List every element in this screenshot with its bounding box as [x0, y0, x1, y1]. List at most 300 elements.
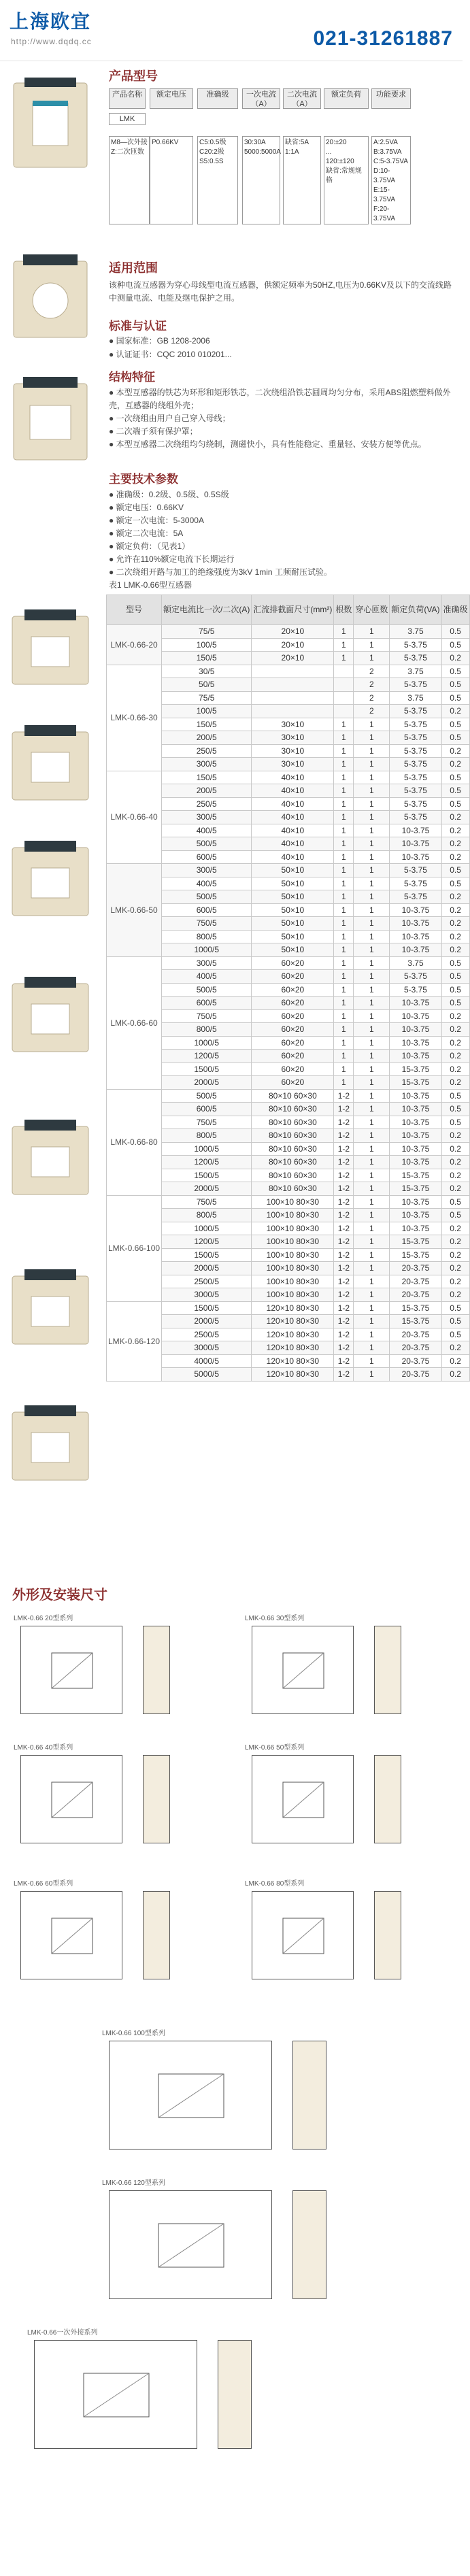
product-image — [5, 252, 95, 340]
table-cell: 1 — [334, 943, 354, 957]
table-cell: 1 — [354, 1315, 390, 1328]
table-cell: 3.75 — [390, 956, 441, 970]
table-cell: 15-3.75 — [390, 1063, 441, 1076]
table-cell: 1200/5 — [162, 1235, 252, 1249]
table-cell: 1-2 — [334, 1235, 354, 1249]
table-cell: 3.75 — [390, 625, 441, 639]
phone-number[interactable]: 021-31261887 — [313, 27, 453, 50]
table-cell: 2000/5 — [162, 1182, 252, 1196]
table-cell: 1 — [334, 983, 354, 997]
table-cell: 60×20 — [252, 1063, 334, 1076]
table-cell: 5-3.75 — [390, 864, 441, 877]
table-cell: 0.2 — [441, 1275, 469, 1288]
table-cell: 1-2 — [334, 1301, 354, 1315]
model-cell: LMK-0.66-30 — [107, 665, 162, 771]
model-cell: LMK-0.66-120 — [107, 1301, 162, 1381]
table-cell: 1 — [334, 956, 354, 970]
table-cell: 20-3.75 — [390, 1354, 441, 1368]
table-cell: 15-3.75 — [390, 1301, 441, 1315]
table-cell: 5-3.75 — [390, 811, 441, 824]
table-cell: 1 — [334, 625, 354, 639]
code-label: 产品名称 — [109, 88, 146, 109]
product-image — [5, 721, 95, 809]
table-cell: 1 — [354, 970, 390, 984]
model-section — [0, 63, 463, 239]
front-drawing — [252, 1626, 354, 1714]
table-cell: 1 — [354, 731, 390, 745]
front-drawing — [109, 2041, 272, 2150]
table-cell: 1 — [354, 1116, 390, 1129]
scope-section — [0, 252, 463, 347]
table-cell: 1-2 — [334, 1103, 354, 1116]
table-cell: 800/5 — [162, 1209, 252, 1222]
table-cell: 60×20 — [252, 1023, 334, 1037]
front-drawing — [20, 1755, 122, 1843]
table-cell: 1 — [354, 718, 390, 731]
table-cell: 1 — [354, 1288, 390, 1302]
code-value: 缺省:5A 1:1A — [283, 136, 321, 224]
table-cell: 0.2 — [441, 1169, 469, 1182]
table-cell: 1 — [354, 1036, 390, 1050]
table-cell: 0.5 — [441, 797, 469, 811]
table-cell: 300/5 — [162, 956, 252, 970]
table-cell: 100×10 80×30 — [252, 1288, 334, 1302]
standard-title: 标准与认证 — [109, 320, 167, 333]
table-cell: 1 — [334, 718, 354, 731]
table-cell — [334, 705, 354, 718]
table-header: 穿心匝数 — [354, 595, 390, 625]
table-cell: 60×20 — [252, 1050, 334, 1063]
table-header: 型号 — [107, 595, 162, 625]
tech-item: ● 额定电压：0.66KV — [109, 503, 184, 512]
table-cell — [252, 665, 334, 678]
product-image — [5, 1265, 95, 1354]
table-cell: 1 — [334, 1023, 354, 1037]
table-cell: 600/5 — [162, 903, 252, 917]
table-cell: 1500/5 — [162, 1063, 252, 1076]
table-cell: 20-3.75 — [390, 1341, 441, 1355]
table-cell: 120×10 80×30 — [252, 1354, 334, 1368]
table-cell: 1 — [354, 1089, 390, 1103]
table-cell — [252, 705, 334, 718]
table-cell: 10-3.75 — [390, 824, 441, 837]
table-cell: 1 — [354, 1262, 390, 1275]
table-row — [107, 956, 470, 970]
table-cell: 600/5 — [162, 997, 252, 1010]
table-cell: 10-3.75 — [390, 903, 441, 917]
table-cell: 120×10 80×30 — [252, 1341, 334, 1355]
product-image — [5, 837, 95, 925]
table-cell: 1 — [354, 997, 390, 1010]
table-cell — [334, 691, 354, 705]
dims-label: LMK-0.66 120型系列 — [102, 2179, 165, 2187]
table-cell: 0.5 — [441, 1103, 469, 1116]
side-drawing — [218, 2340, 252, 2449]
table-cell: 0.2 — [441, 1050, 469, 1063]
table-cell: 1 — [354, 1009, 390, 1023]
table-cell: 2500/5 — [162, 1275, 252, 1288]
table-cell: 1 — [354, 1328, 390, 1341]
code-value: 30:30A 5000:5000A — [242, 136, 280, 224]
table-cell: 1 — [334, 970, 354, 984]
table-cell: 500/5 — [162, 837, 252, 851]
site-url[interactable]: http://www.dqdq.cc — [11, 37, 92, 46]
table-cell: 2000/5 — [162, 1315, 252, 1328]
table-cell: 5-3.75 — [390, 771, 441, 784]
dims-label: LMK-0.66 40型系列 — [14, 1744, 73, 1752]
scope-text: 该种电流互感器为穿心母线型电流互感器，供额定频率为50HZ,电压为0.66KV及以下的交流线路中测量电流、电能及继电保护之用。 — [109, 280, 452, 303]
table-cell: 1 — [354, 1301, 390, 1315]
table-cell: 80×10 60×30 — [252, 1182, 334, 1196]
table-cell: 1 — [354, 1156, 390, 1169]
table-cell: 50/5 — [162, 678, 252, 692]
table-cell: 10-3.75 — [390, 850, 441, 864]
code-prefix: LMK — [109, 113, 146, 125]
table-cell: 40×10 — [252, 771, 334, 784]
table-cell: 1 — [354, 744, 390, 758]
table-cell: 0.2 — [441, 1129, 469, 1143]
table-cell: 60×20 — [252, 956, 334, 970]
table-cell: 1 — [354, 1050, 390, 1063]
structure-item: ● 本型互感器二次绕组均匀绕制，测磁快小，具有性能稳定、重量轻、安装方便等优点。 — [109, 439, 426, 449]
table-cell: 1 — [334, 890, 354, 904]
table-cell: 100×10 80×30 — [252, 1248, 334, 1262]
table-cell: 1200/5 — [162, 1156, 252, 1169]
table-cell: 3000/5 — [162, 1341, 252, 1355]
product-image — [5, 1116, 95, 1204]
table-cell: 100×10 80×30 — [252, 1222, 334, 1235]
table-cell: 1 — [354, 1222, 390, 1235]
table-cell: 0.2 — [441, 850, 469, 864]
table-cell: 1-2 — [334, 1089, 354, 1103]
front-drawing — [34, 2340, 197, 2449]
table-cell: 1 — [354, 1235, 390, 1249]
table-cell: 75/5 — [162, 625, 252, 639]
side-drawing — [374, 1626, 401, 1714]
table-cell: 1 — [354, 1341, 390, 1355]
table-cell: 600/5 — [162, 850, 252, 864]
dims-label: LMK-0.66 60型系列 — [14, 1880, 73, 1888]
table-cell: 1000/5 — [162, 1142, 252, 1156]
table-cell: 1 — [354, 1142, 390, 1156]
table-cell: 1 — [334, 1009, 354, 1023]
table-cell: 80×10 60×30 — [252, 1129, 334, 1143]
standard-item: ● 国家标准：GB 1208-2006 — [109, 336, 210, 346]
table-cell: 400/5 — [162, 877, 252, 890]
table-cell: 0.5 — [441, 1195, 469, 1209]
dims-title: 外形及安装尺寸 — [12, 1586, 107, 1603]
side-drawing — [292, 2190, 326, 2299]
table-cell: 10-3.75 — [390, 1103, 441, 1116]
code-label: 功能要求 — [371, 88, 411, 109]
table-cell: 0.2 — [441, 903, 469, 917]
table-cell: 1000/5 — [162, 1222, 252, 1235]
structure-section — [0, 367, 463, 463]
scope-title: 适用范围 — [109, 261, 158, 275]
side-drawing — [374, 1755, 401, 1843]
table-cell: 0.2 — [441, 1341, 469, 1355]
table-cell: 1 — [334, 850, 354, 864]
table-cell: 0.2 — [441, 1222, 469, 1235]
table-cell: 1 — [334, 917, 354, 931]
table-cell: 30/5 — [162, 665, 252, 678]
model-title: 产品型号 — [109, 69, 158, 84]
dims-label: LMK-0.66 80型系列 — [245, 1880, 305, 1888]
structure-title: 结构特征 — [109, 371, 155, 384]
table-cell: 0.2 — [441, 1182, 469, 1196]
table-cell: 0.5 — [441, 877, 469, 890]
table-cell: 500/5 — [162, 1089, 252, 1103]
tech-item: ● 额定一次电流：5-3000A — [109, 516, 204, 525]
table-cell: 1 — [354, 1195, 390, 1209]
table-cell: 10-3.75 — [390, 1050, 441, 1063]
table-cell: 0.2 — [441, 1009, 469, 1023]
model-cell: LMK-0.66-60 — [107, 956, 162, 1089]
product-image — [5, 374, 95, 463]
table-cell: 15-3.75 — [390, 1235, 441, 1249]
table-cell: 2 — [354, 665, 390, 678]
table-cell: 50×10 — [252, 943, 334, 957]
table-cell: 1 — [334, 784, 354, 798]
table-cell: 5-3.75 — [390, 784, 441, 798]
table-cell: 60×20 — [252, 997, 334, 1010]
table-cell: 1 — [334, 864, 354, 877]
table-cell: 600/5 — [162, 1103, 252, 1116]
table-cell: 0.2 — [441, 890, 469, 904]
table-cell: 0.2 — [441, 1235, 469, 1249]
table-cell: 0.2 — [441, 652, 469, 665]
table-cell: 1-2 — [334, 1209, 354, 1222]
code-value: P0.66KV — [150, 136, 193, 224]
table-cell: 1-2 — [334, 1368, 354, 1382]
table-cell: 1 — [354, 1275, 390, 1288]
table-cell: 40×10 — [252, 850, 334, 864]
table-cell: 10-3.75 — [390, 1009, 441, 1023]
table-cell: 0.5 — [441, 731, 469, 745]
table-cell: 0.2 — [441, 705, 469, 718]
table-cell: 10-3.75 — [390, 997, 441, 1010]
table-cell: 0.2 — [441, 1354, 469, 1368]
table-cell: 400/5 — [162, 824, 252, 837]
table-cell: 50×10 — [252, 917, 334, 931]
table-row — [107, 625, 470, 639]
code-label: 额定负荷 — [324, 88, 369, 109]
product-image — [5, 76, 95, 165]
code-value: A:2.5VA B:3.75VA C:5-3.75VA D:10-3.75VA E:15-3.75VA F:20-3.75VA — [371, 136, 411, 224]
table-cell: 1 — [334, 997, 354, 1010]
table-cell: 3000/5 — [162, 1288, 252, 1302]
table-cell: 2000/5 — [162, 1076, 252, 1090]
table-cell: 1 — [334, 824, 354, 837]
front-drawing — [252, 1891, 354, 1979]
table-cell: 1 — [354, 837, 390, 851]
table-cell: 1-2 — [334, 1116, 354, 1129]
table-cell: 10-3.75 — [390, 1116, 441, 1129]
table-cell: 0.2 — [441, 1368, 469, 1382]
table-cell: 0.2 — [441, 1076, 469, 1090]
table-cell: 0.5 — [441, 638, 469, 652]
table-row — [107, 665, 470, 678]
table-cell: 1 — [334, 638, 354, 652]
table-cell: 0.2 — [441, 1023, 469, 1037]
dims-label: LMK-0.66 20型系列 — [14, 1615, 73, 1622]
table-row — [107, 1301, 470, 1315]
table-cell: 100×10 80×30 — [252, 1275, 334, 1288]
model-cell: LMK-0.66-80 — [107, 1089, 162, 1195]
table-cell: 1 — [334, 1063, 354, 1076]
table-cell: 75/5 — [162, 691, 252, 705]
table-cell: 1 — [354, 1169, 390, 1182]
table-cell: 2 — [354, 705, 390, 718]
table-cell: 1 — [334, 758, 354, 771]
table-cell: 80×10 60×30 — [252, 1156, 334, 1169]
table-cell: 120×10 80×30 — [252, 1368, 334, 1382]
table-cell: 5-3.75 — [390, 877, 441, 890]
model-cell: LMK-0.66-50 — [107, 864, 162, 957]
table-cell: 1 — [354, 1103, 390, 1116]
table-cell: 1-2 — [334, 1195, 354, 1209]
table-cell — [252, 678, 334, 692]
table-cell: 30×10 — [252, 718, 334, 731]
table-cell: 5-3.75 — [390, 970, 441, 984]
code-value: C5:0.5级 C20:2级 S5:0.5S — [197, 136, 238, 224]
table-cell: 300/5 — [162, 864, 252, 877]
table-cell: 20-3.75 — [390, 1328, 441, 1341]
code-value: M8—次外接 Z:二次匝数 — [109, 136, 150, 224]
table-cell: 1 — [354, 956, 390, 970]
table-cell: 15-3.75 — [390, 1315, 441, 1328]
product-image — [5, 605, 95, 694]
table-cell: 0.2 — [441, 824, 469, 837]
table-cell: 1 — [354, 1209, 390, 1222]
table-cell: 80×10 60×30 — [252, 1169, 334, 1182]
table-cell: 40×10 — [252, 837, 334, 851]
table-cell: 0.5 — [441, 1301, 469, 1315]
table-cell: 0.5 — [441, 1116, 469, 1129]
table-cell: 1-2 — [334, 1262, 354, 1275]
table-cell: 1 — [354, 625, 390, 639]
table-cell: 1500/5 — [162, 1248, 252, 1262]
table-cell: 5-3.75 — [390, 638, 441, 652]
table-cell: 10-3.75 — [390, 837, 441, 851]
model-cell: LMK-0.66-20 — [107, 625, 162, 665]
table-cell: 1 — [354, 771, 390, 784]
dims-label: LMK-0.66 30型系列 — [245, 1615, 305, 1622]
table-cell: 0.2 — [441, 744, 469, 758]
table-cell: 0.2 — [441, 930, 469, 943]
table-cell: 0.2 — [441, 811, 469, 824]
table-cell: 750/5 — [162, 1195, 252, 1209]
standard-item: ● 认证证书：CQC 2010 010201... — [109, 350, 232, 359]
table-cell: 0.2 — [441, 1262, 469, 1275]
table-cell: 1 — [334, 811, 354, 824]
table-cell: 1-2 — [334, 1156, 354, 1169]
table-cell: 5-3.75 — [390, 744, 441, 758]
table-cell: 1 — [334, 744, 354, 758]
table-cell: 750/5 — [162, 1009, 252, 1023]
model-code-diagram — [109, 88, 456, 231]
table-cell: 1 — [354, 890, 390, 904]
table-cell: 0.2 — [441, 758, 469, 771]
table-cell: 1 — [334, 930, 354, 943]
table-cell: 0.2 — [441, 917, 469, 931]
table-cell: 1-2 — [334, 1129, 354, 1143]
table-header: 根数 — [334, 595, 354, 625]
product-image — [5, 1401, 95, 1490]
table-cell: 1 — [354, 824, 390, 837]
table-row — [107, 771, 470, 784]
table-cell: 0.5 — [441, 1089, 469, 1103]
table-cell: 0.5 — [441, 970, 469, 984]
table-cell: 60×20 — [252, 983, 334, 997]
table-cell: 1 — [354, 784, 390, 798]
table-cell: 300/5 — [162, 811, 252, 824]
table-cell: 1 — [334, 837, 354, 851]
structure-item: ● 本型互感器的铁芯为环形和矩形铁芯，二次绕组沿铁芯圆周均匀分布，采用ABS阻燃塑料做外壳，互感器的绕组外壳； — [109, 388, 451, 410]
side-drawing — [143, 1755, 170, 1843]
dims-label: LMK-0.66一次外接系列 — [27, 2329, 98, 2337]
table-cell: 0.2 — [441, 1156, 469, 1169]
table-cell: 1 — [354, 1368, 390, 1382]
table-cell: 10-3.75 — [390, 917, 441, 931]
table-cell: 0.2 — [441, 943, 469, 957]
model-cell: LMK-0.66-40 — [107, 771, 162, 864]
table-cell: 15-3.75 — [390, 1169, 441, 1182]
table-cell: 80×10 60×30 — [252, 1142, 334, 1156]
table-cell: 1 — [354, 930, 390, 943]
table-cell: 0.5 — [441, 1315, 469, 1328]
table-cell: 15-3.75 — [390, 1182, 441, 1196]
code-value: 20:±20 ... 120:±120 缺省:常规规格 — [324, 136, 369, 224]
table-cell: 120×10 80×30 — [252, 1301, 334, 1315]
table-cell: 800/5 — [162, 930, 252, 943]
table-cell: 5-3.75 — [390, 718, 441, 731]
table-cell: 10-3.75 — [390, 1142, 441, 1156]
table-cell: 40×10 — [252, 811, 334, 824]
table-cell: 100×10 80×30 — [252, 1209, 334, 1222]
table-cell: 1 — [354, 864, 390, 877]
table-cell: 100×10 80×30 — [252, 1195, 334, 1209]
table-cell: 0.2 — [441, 1248, 469, 1262]
table-cell: 1 — [334, 877, 354, 890]
table-cell: 3.75 — [390, 691, 441, 705]
table-cell: 10-3.75 — [390, 1129, 441, 1143]
table-cell: 1 — [354, 811, 390, 824]
table-cell: 1-2 — [334, 1182, 354, 1196]
table-cell: 0.5 — [441, 678, 469, 692]
table-header: 额定负荷(VA) — [390, 595, 441, 625]
table-cell: 1 — [354, 877, 390, 890]
product-image — [5, 973, 95, 1061]
table-row — [107, 1089, 470, 1103]
table-cell: 1000/5 — [162, 1036, 252, 1050]
table-cell: 5-3.75 — [390, 652, 441, 665]
table-cell: 2 — [354, 678, 390, 692]
table-cell: 0.5 — [441, 983, 469, 997]
table-cell: 20×10 — [252, 625, 334, 639]
structure-item: ● 二次端子须有保护罩； — [109, 426, 198, 436]
table-cell: 80×10 60×30 — [252, 1116, 334, 1129]
table-cell: 500/5 — [162, 983, 252, 997]
table-cell: 150/5 — [162, 771, 252, 784]
table-cell: 1 — [334, 731, 354, 745]
table-cell: 1 — [354, 917, 390, 931]
table-cell: 30×10 — [252, 744, 334, 758]
table-cell: 5-3.75 — [390, 731, 441, 745]
table-cell: 1 — [334, 1050, 354, 1063]
table-cell: 30×10 — [252, 731, 334, 745]
table-cell: 1 — [354, 850, 390, 864]
